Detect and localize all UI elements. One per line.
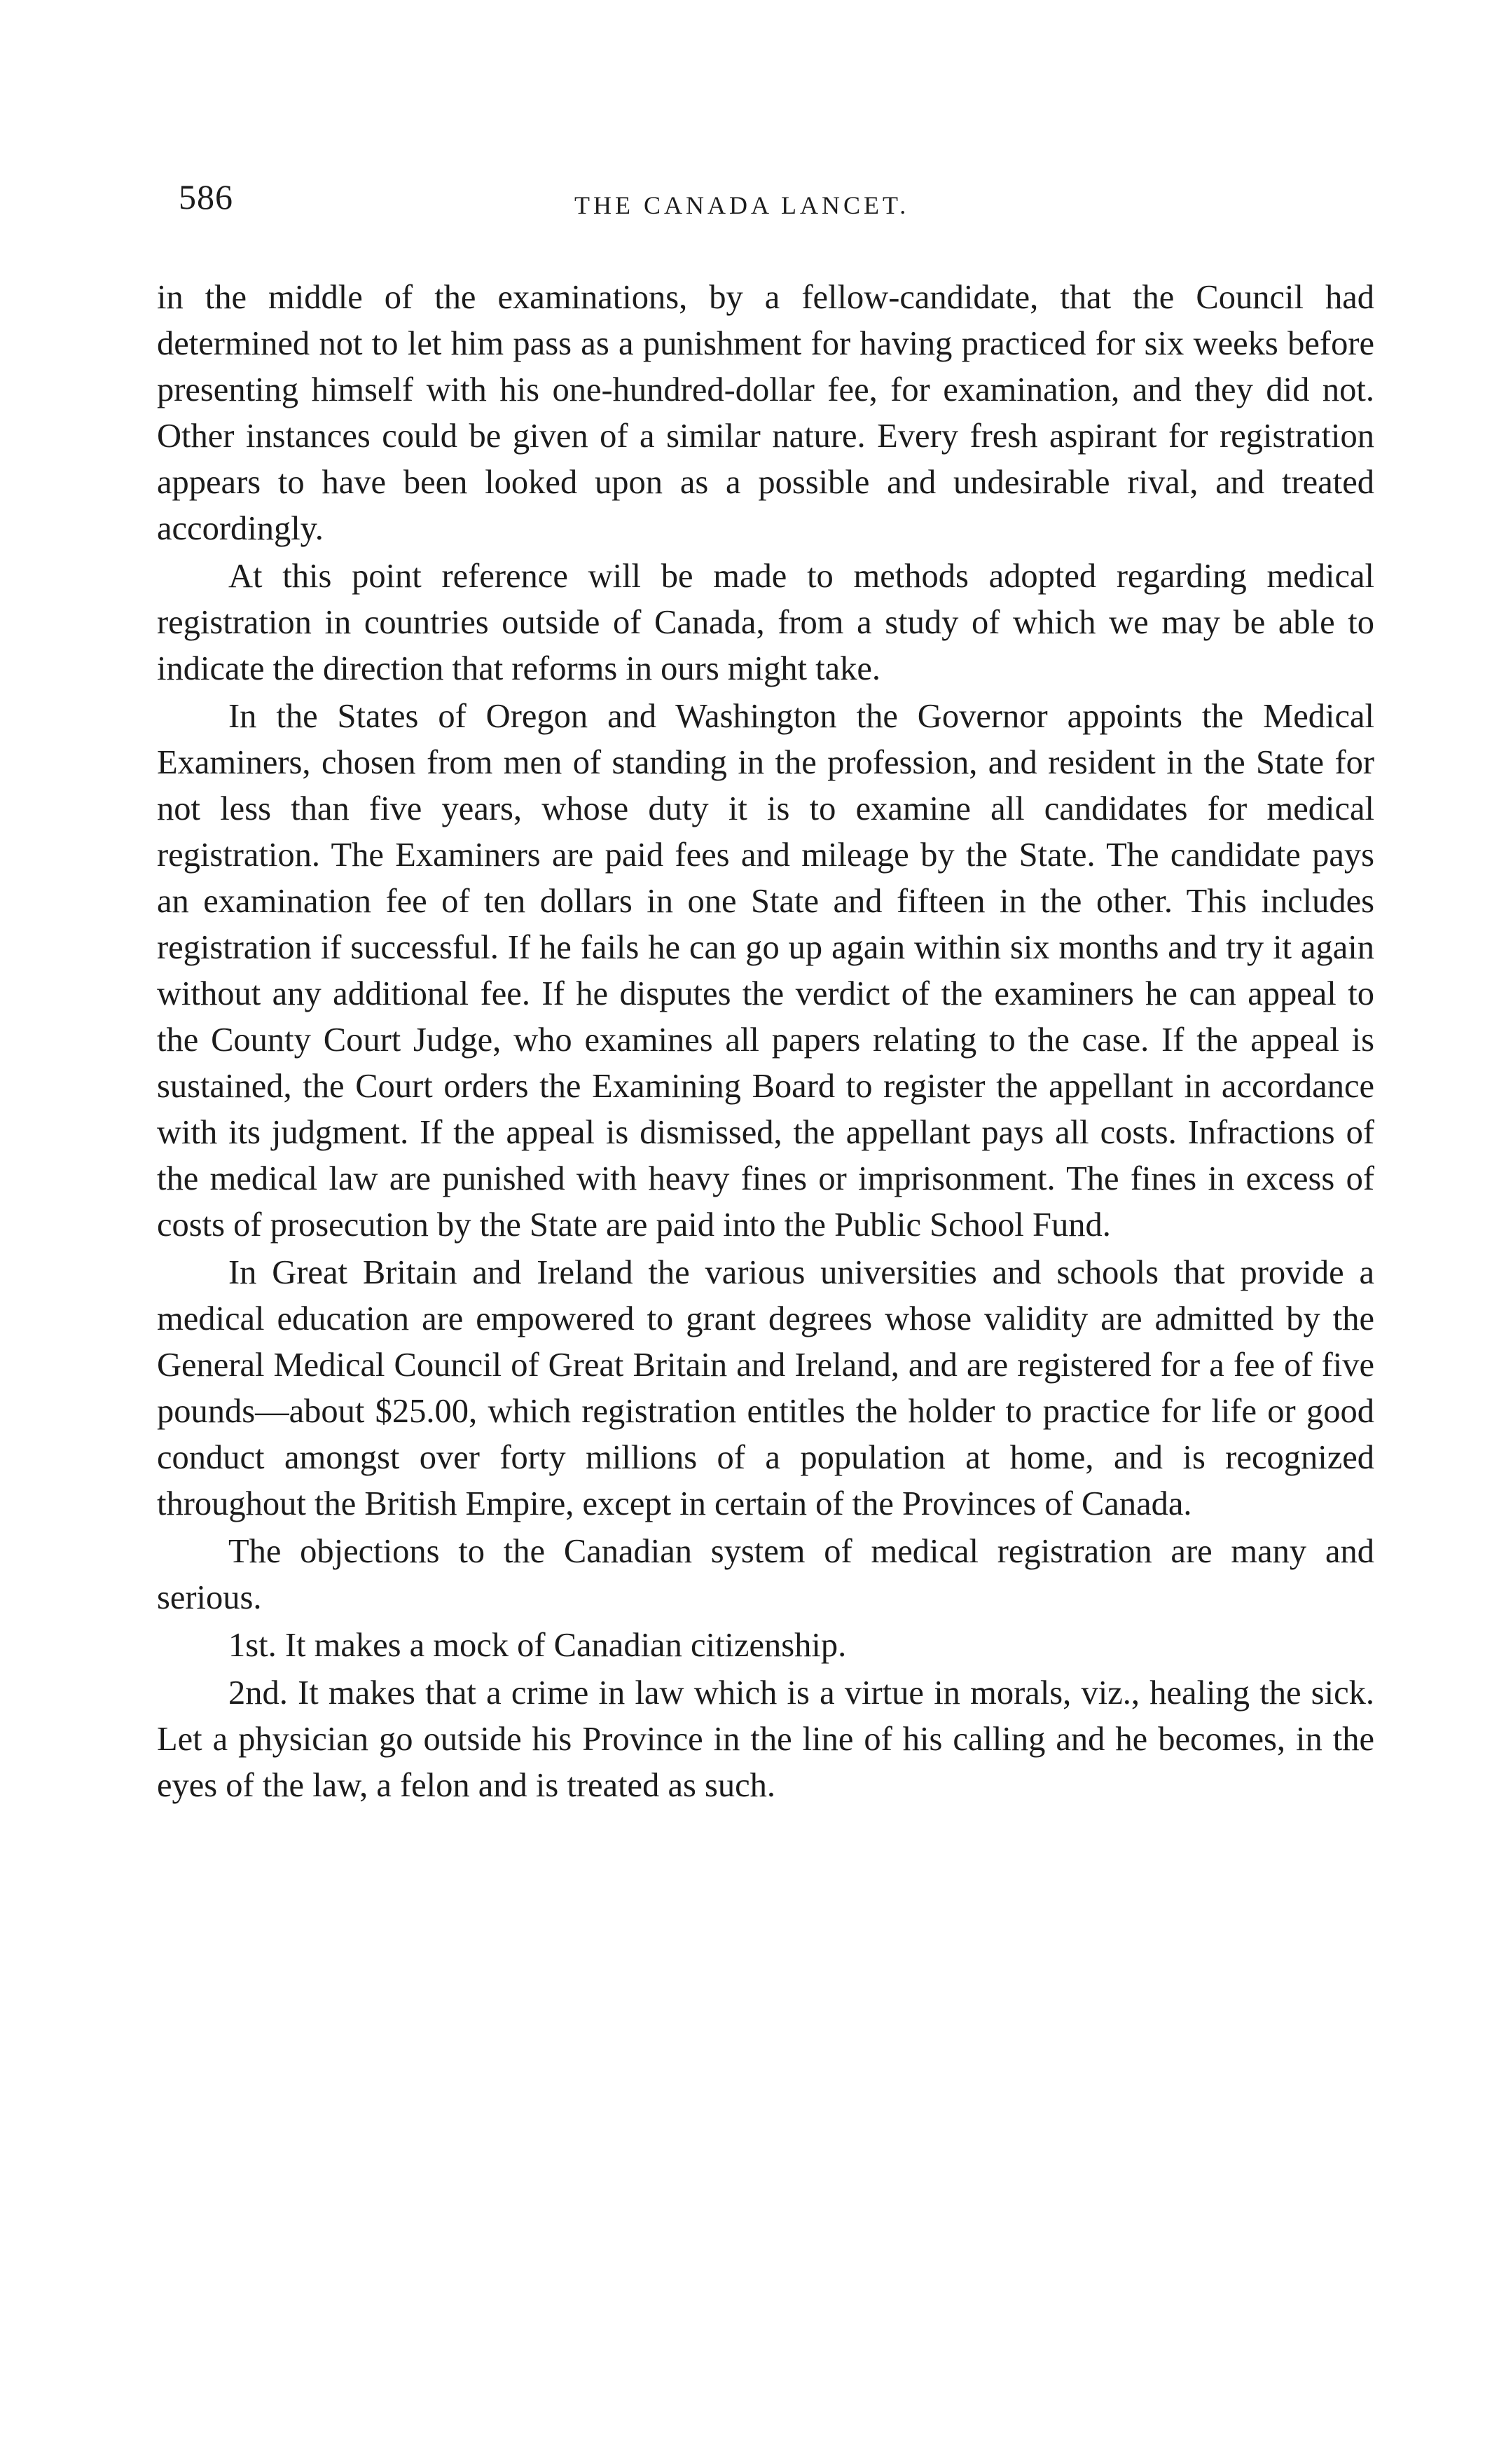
- page-number: 586: [179, 177, 233, 216]
- page-header: [179, 177, 1383, 233]
- article-body: [157, 275, 1374, 1810]
- paragraph-great-britain-ireland: In Great Britain and Ireland the various universities and schools that provide a medical education are empowered to grant degrees whose validity are admitted by the General Medical Council of Great Britain and Ireland, and are registered for a fee of five pounds—about $25.00, which registration entitles the holder to practice for life or good conduct amongst over forty millions of a population at home, and is recognized throughout the British Empire, except in certain of the Provinces of Canada.: [157, 1254, 1374, 1522]
- paragraph-methods-outside-canada: At this point reference will be made to methods adopted regarding medical registration in countries outside of Canada, from a study of which we may be able to indicate the direction that reforms in ours might take.: [157, 558, 1374, 687]
- paragraph-oregon-washington: In the States of Oregon and Washington the Governor appoints the Medical Examiners, chosen from men of standing in the profession, and resident in the State for not less than five years, whose duty it is to examine all candidates for medical registration. The Examiners are paid fees and mileage by the State. The candidate pays an examination fee of ten dollars in one State and fifteen in the other. This includes registration if successful. If he fails he can go up again within six months and try it again without any additional fee. If he disputes the verdict of the examiners he can appeal to the County Court Judge, who examines all papers relating to the case. If the appeal is sustained, the Court orders the Examining Board to register the appellant in accordance with its judgment. If the appeal is dismissed, the appellant pays all costs. Infractions of the medical law are punished with heavy fines or imprisonment. The fines in excess of costs of prosecution by the State are paid into the Public School Fund.: [157, 698, 1374, 1244]
- paragraph-objection-first: 1st. It makes a mock of Canadian citizenship.: [228, 1627, 847, 1664]
- paragraph-objections-intro: The objections to the Canadian system of medical registration are many and serious.: [157, 1533, 1374, 1616]
- paragraph-objection-second: 2nd. It makes that a crime in law which is a virtue in morals, viz., healing the sick. Let a physician go outside his Province in the line of his calling and he becomes, in the eyes of the law, a felon and is treated as such.: [157, 1674, 1374, 1804]
- running-title: THE CANADA LANCET.: [574, 191, 910, 219]
- paragraph-continuation: in the middle of the examinations, by a fellow-candidate, that the Council had determined not to let him pass as a punishment for having practiced for six weeks before presenting himself with his one-hundred-dollar fee, for examination, and they did not. Other instances could be given of a similar nature. Every fresh aspirant for registration appears to have been looked upon as a possible and undesirable rival, and treated accordingly.: [157, 279, 1374, 547]
